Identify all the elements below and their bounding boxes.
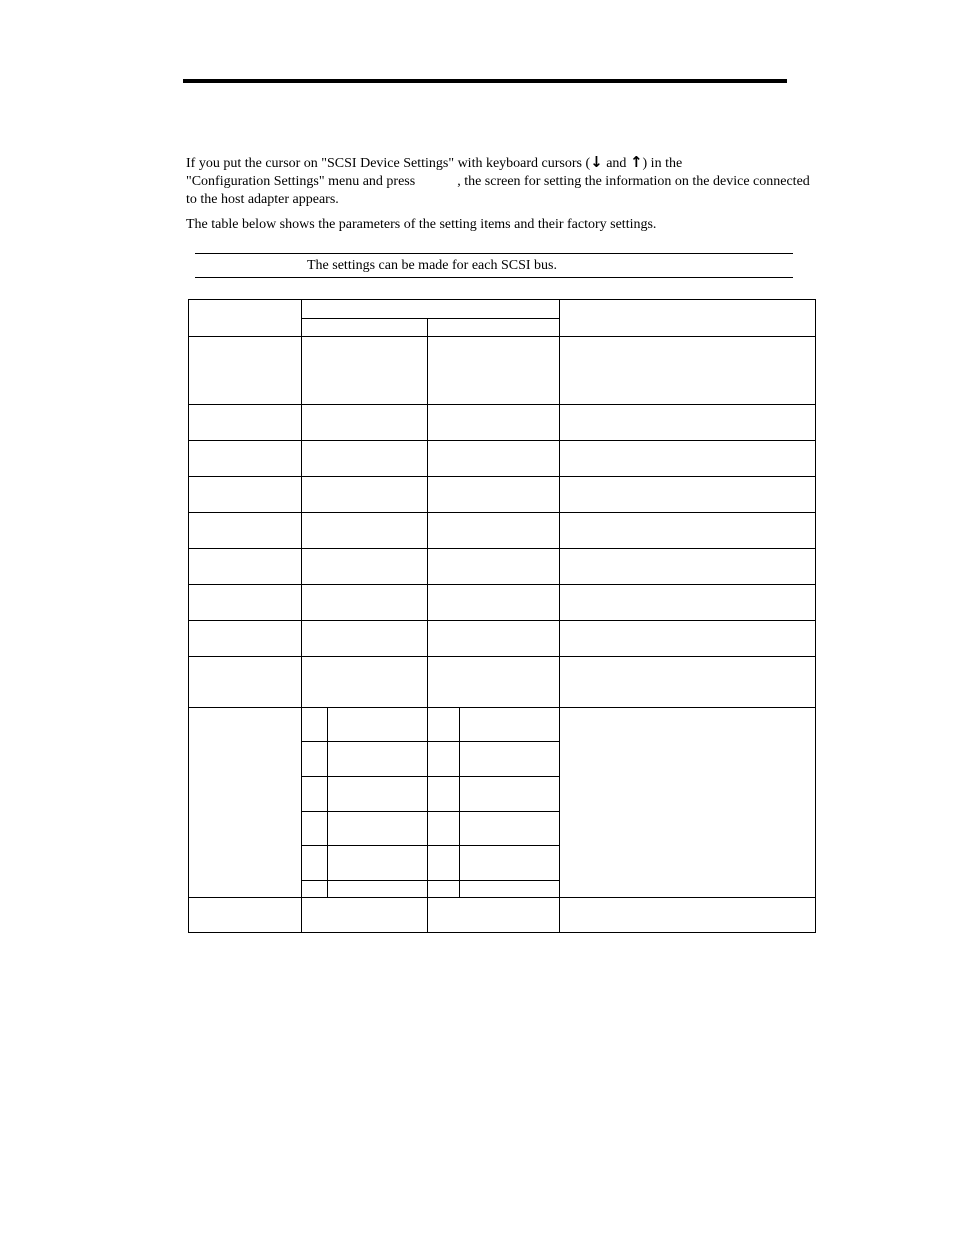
table-row-item [189,337,302,405]
table-row-param-1 [302,898,428,933]
header-description-cell [560,300,816,337]
sub-row-value-2 [460,777,560,812]
intro-paragraph [186,153,816,209]
table-intro: The table below shows the parameters of the setting items and their factory settings. [186,217,657,232]
intro-and: and [602,156,630,171]
table-row-description [560,405,816,441]
sub-row-value-2 [460,708,560,742]
sub-row-index-2 [428,708,460,742]
table-row-description [560,441,816,477]
table-row-param-2 [428,898,560,933]
sub-table-description [560,708,816,898]
table-row-item [189,549,302,585]
table-row-param-2 [428,337,560,405]
table-row-param-2 [428,441,560,477]
table-row-param-1 [302,585,428,621]
sub-row-value-1 [328,742,428,777]
table-row-description [560,337,816,405]
table-row-description [560,477,816,513]
table-row-item [189,585,302,621]
intro-text-3: "Configuration Settings" menu and press [186,174,416,189]
arrow-up-icon: ↑ [629,153,643,171]
arrow-down-icon: ↓ [590,153,603,171]
sub-row-value-2 [460,881,560,898]
table-row-param-1 [302,337,428,405]
sub-row-index-1 [302,812,328,846]
header-item-cell [189,300,302,337]
sub-row-value-1 [328,777,428,812]
note-bottom-rule [195,277,793,278]
sub-row-value-1 [328,708,428,742]
table-row-param-1 [302,513,428,549]
sub-row-value-1 [328,881,428,898]
note-text: The settings can be made for each SCSI bus. [307,258,557,273]
table-row-param-2 [428,657,560,708]
table-row-param-2 [428,621,560,657]
table-row-param-1 [302,657,428,708]
table-row-param-2 [428,549,560,585]
sub-row-index-1 [302,777,328,812]
table-row-item [189,621,302,657]
table-row-param-1 [302,549,428,585]
table-row-description [560,585,816,621]
table-row-param-1 [302,621,428,657]
table-row-item [189,513,302,549]
table-row-param-2 [428,405,560,441]
table-row-item [189,657,302,708]
sub-row-index-2 [428,812,460,846]
intro-text-1: If you put the cursor on "SCSI Device Settings" with keyboard cursors ( [186,156,591,171]
sub-row-value-2 [460,812,560,846]
sub-row-value-1 [328,846,428,881]
table-row-param-2 [428,585,560,621]
table-row-description [560,549,816,585]
sub-table-item [189,708,302,898]
header-parameter-sub-2 [428,319,560,337]
settings-table [188,299,816,933]
sub-row-index-2 [428,881,460,898]
table-row-param-1 [302,441,428,477]
table-row-param-1 [302,405,428,441]
sub-row-index-2 [428,777,460,812]
table-row-param-1 [302,477,428,513]
table-row-description [560,657,816,708]
sub-row-value-1 [328,812,428,846]
intro-text-2: ) in the [642,156,683,171]
table-row-item [189,441,302,477]
intro-text-4: , the screen for setting the information on the device connected to the host adapter appears. [186,174,810,207]
sub-row-index-1 [302,708,328,742]
table-row-description [560,621,816,657]
sub-row-index-2 [428,742,460,777]
table-row-item [189,477,302,513]
sub-row-index-1 [302,742,328,777]
table-row-item [189,898,302,933]
table-row-param-2 [428,513,560,549]
sub-row-value-2 [460,742,560,777]
sub-row-index-2 [428,846,460,881]
header-parameter-sub-1 [302,319,428,337]
sub-row-index-1 [302,881,328,898]
table-row-description [560,513,816,549]
table-row-item [189,405,302,441]
note-top-rule [195,253,793,254]
sub-row-index-1 [302,846,328,881]
table-row-param-2 [428,477,560,513]
sub-row-value-2 [460,846,560,881]
table-row-description [560,898,816,933]
header-rule [183,79,787,83]
header-parameter-cell [302,300,560,319]
